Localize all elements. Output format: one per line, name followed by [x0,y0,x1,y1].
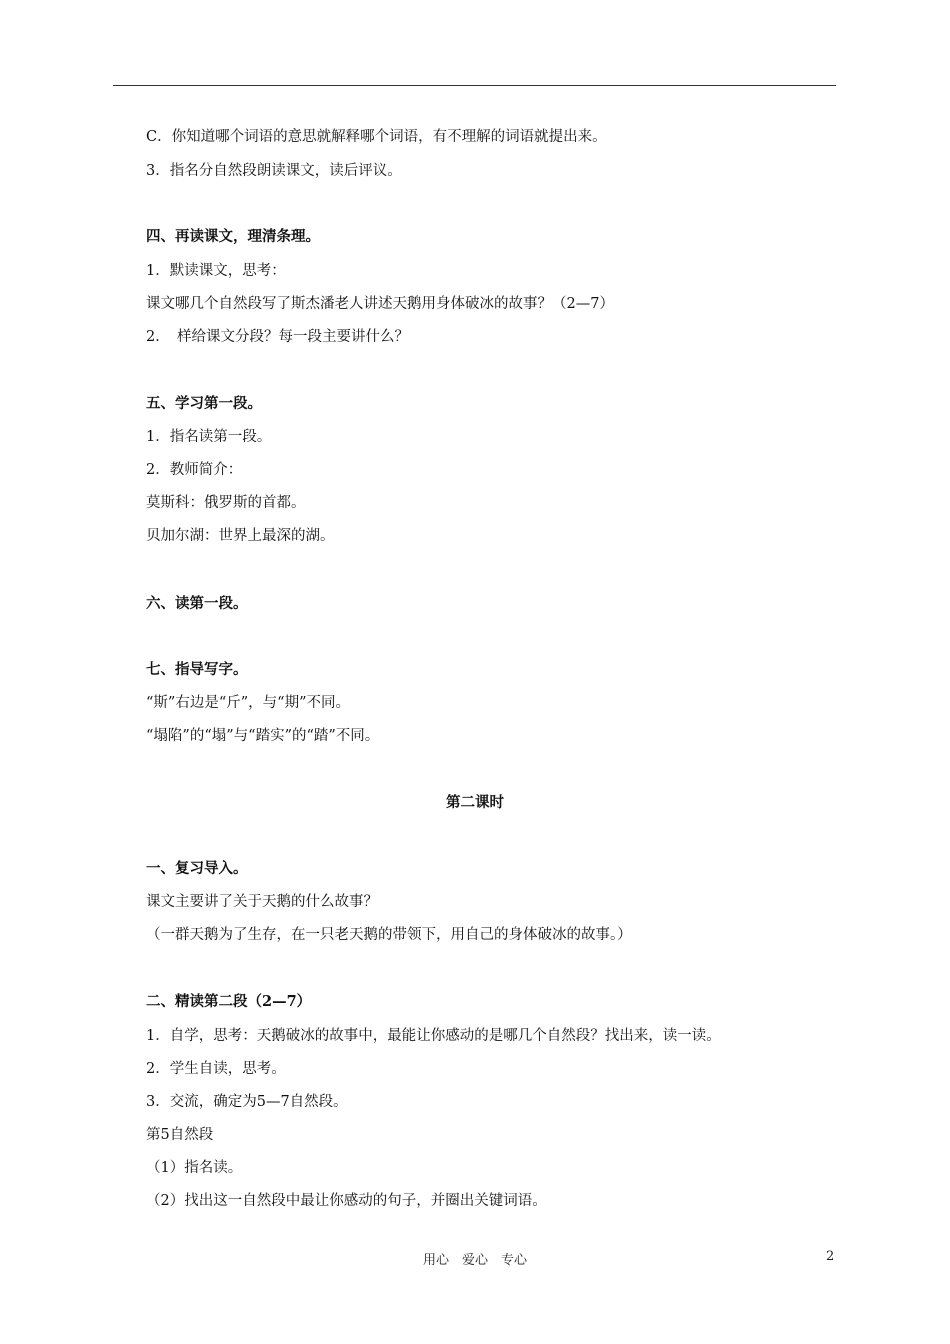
header-rule [113,85,836,86]
section-heading: 七、指导写字。 [146,661,248,678]
text-line: 2．教师简介： [146,462,243,478]
text-line: （一群天鹅为了生存，在一只老天鹅的带领下，用自己的身体破冰的故事。） [146,927,632,943]
text-line: “塌陷”的“塌”与“踏实”的“踏”不同。 [146,728,380,744]
section-heading: 四、再读课文，理清条理。 [146,228,320,245]
text-line: （2）找出这一自然段中最让你感动的句子，并圈出关键词语。 [146,1193,547,1209]
text-line: C．你知道哪个词语的意思就解释哪个词语，有不理解的词语就提出来。 [146,129,607,145]
text-line: 贝加尔湖：世界上最深的湖。 [146,528,335,544]
text-line: 1．自学，思考：天鹅破冰的故事中，最能让你感动的是哪几个自然段？找出来，读一读。 [146,1028,721,1044]
text-line: 1．默读课文，思考： [146,263,286,279]
page-footer: 用心 爱心 专心 [422,1253,527,1268]
text-line: 3．指名分自然段朗读课文，读后评议。 [146,163,402,179]
text-line: 2．学生自读，思考。 [146,1061,286,1077]
text-line: 3．交流，确定为5—7自然段。 [146,1094,348,1110]
text-line: 课文主要讲了关于天鹅的什么故事？ [146,894,378,910]
section-heading: 五、学习第一段。 [146,395,262,412]
text-line: 1．指名读第一段。 [146,429,272,445]
section-heading: 一、复习导入。 [146,860,248,877]
text-line: 课文哪几个自然段写了斯杰潘老人讲述天鹅用身体破冰的故事？（2—7） [146,296,614,312]
text-line: （1）指名读。 [146,1160,243,1176]
text-line: 2． 样给课文分段？每一段主要讲什么？ [146,329,409,345]
lesson-title: 第二课时 [446,794,504,811]
text-line: 第5自然段 [146,1127,214,1143]
text-line: 莫斯科：俄罗斯的首都。 [146,495,306,511]
section-heading: 六、读第一段。 [146,595,248,612]
text-line: “斯”右边是“斤”，与“期”不同。 [146,695,350,711]
section-heading: 二、精读第二段（2—7） [146,993,312,1010]
page-number: 2 [826,1249,835,1264]
